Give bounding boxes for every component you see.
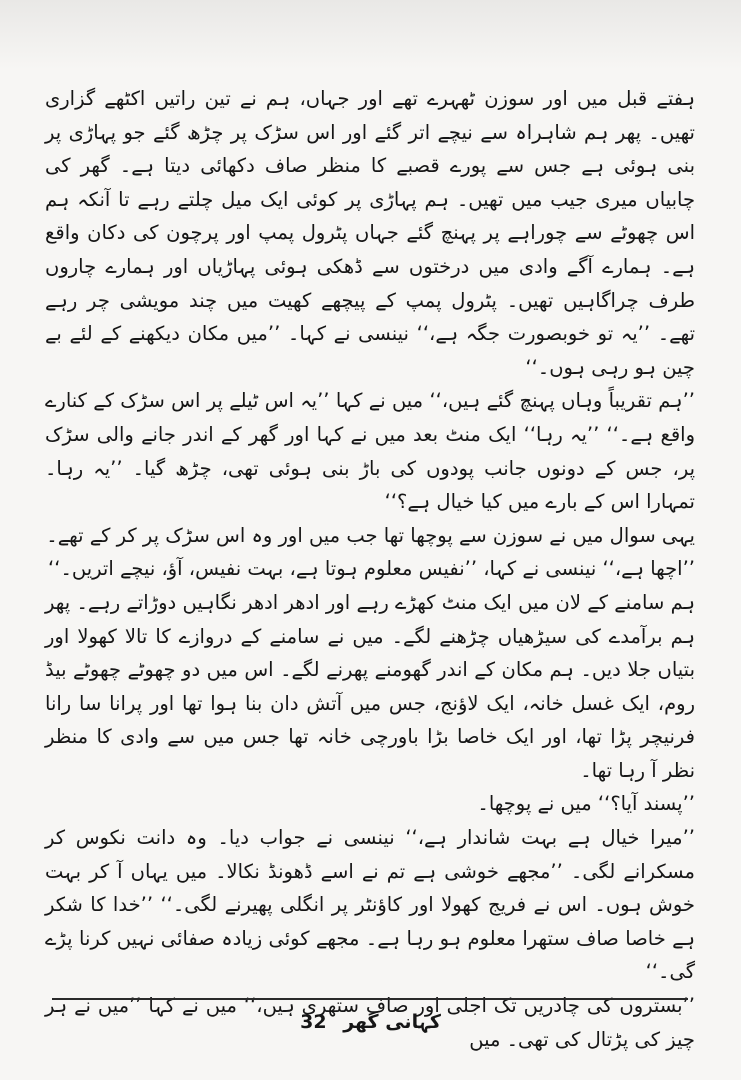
footer-divider: [52, 998, 688, 1000]
paragraph: یہی سوال میں نے سوزن سے پوچھا تھا جب میں اور وہ اس سڑک پر کر کے تھے۔: [46, 523, 695, 547]
page-number: 32: [300, 1010, 327, 1033]
story-text: [45, 82, 695, 1056]
paragraph: ’’پسند آیا؟‘‘ میں نے پوچھا۔: [477, 792, 695, 816]
paragraph: ’’بستروں کی چادریں تک اجلی اور صاف ستھری ہیں،‘‘ میں نے کہا ’’میں نے ہر چیز کی پڑتال کی تھی۔ میں: [45, 994, 695, 1051]
paragraph: ’’میرا خیال ہے بہت شاندار ہے،‘‘ نینسی نے جواب دیا۔ وہ دانت نکوس کر مسکرانے لگی۔ ’’مجھے خوشی ہے تم نے اسے ڈھونڈ نکالا۔ میں یہاں آ کر بہت خوش ہوں۔ اس نے فریج کھولا اور کاؤنٹر پر انگلی پھیرنے لگی۔‘‘ ’’خدا کا شکر ہے خاصا صاف ستھرا معلوم ہو رہا ہے۔ مجھے کوئی زیادہ صفائی نہیں کرنا پڑے گی۔‘‘: [45, 826, 695, 984]
paragraph: ’’اچھا ہے،‘‘ نینسی نے کہا، ’’نفیس معلوم ہوتا ہے، بہت نفیس، آؤ، نیچے اتریں۔‘‘: [48, 557, 695, 581]
page-footer: [0, 1010, 741, 1033]
paragraph: ہفتے قبل میں اور سوزن ٹھہرے تھے اور جہاں، ہم نے تین راتیں اکٹھے گزاری تھیں۔ پھر ہم شاہراہ سے نیچے اتر گئے اور اس سڑک پر چڑھ گئے جو پہاڑی پر بنی ہوئی ہے جس سے پورے قصبے کا منظر صاف دکھائی دیتا ہے۔ گھر کی چابیاں میری جیب میں تھیں۔ ہم پہاڑی پر کوئی ایک میل چلتے رہے تا آنکہ ہم اس چھوٹے سے چوراہے پر پہنچ گئے جہاں پٹرول پمپ اور پرچون کی دکان واقع ہے۔ ہمارے آگے وادی میں درختوں سے ڈھکی ہوئی پہاڑیاں اور ہمارے چاروں طرف چراگاہیں تھیں۔ پٹرول پمپ کے پیچھے کھیت میں چند مویشی چر رہے تھے۔ ’’یہ تو خوبصورت جگہ ہے،‘‘ نینسی نے کہا۔ ’’میں مکان دیکھنے کے لئے بے چین ہو رہی ہوں۔‘‘: [45, 87, 695, 379]
magazine-name: کہانی گھر: [343, 1010, 441, 1033]
page-top-shading: [0, 0, 741, 70]
paragraph: ’’ہم تقریباً وہاں پہنچ گئے ہیں،‘‘ میں نے کہا ’’یہ اس ٹیلے پر اس سڑک کے کنارے واقع ہے۔‘‘ ’’یہ رہا‘‘ ایک منٹ بعد میں نے کہا اور گھر کے اندر جانے والی سڑک پر، جس کے دونوں جانب پودوں کی باڑ بنی ہوئی تھی، چڑھ گیا۔ ’’یہ رہا۔ تمہارا اس کے بارے میں کیا خیال ہے؟‘‘: [45, 389, 695, 514]
paragraph: ہم سامنے کے لان میں ایک منٹ کھڑے رہے اور ادھر ادھر نگاہیں دوڑاتے رہے۔ پھر ہم برآمدے کی سیڑھیاں چڑھنے لگے۔ میں نے سامنے کے دروازے کا تالا کھولا اور بتیاں جلا دیں۔ ہم مکان کے اندر گھومنے پھرنے لگے۔ اس میں دو چھوٹے چھوٹے بیڈ روم، ایک غسل خانہ، ایک لاؤنج، جس میں آتش دان بنا ہوا تھا اور پرانا سا رانا فرنیچر پڑا تھا، اور ایک خاصا بڑا باورچی خانہ تھا جس میں سے وادی کا منظر نظر آ رہا تھا۔: [45, 590, 695, 782]
